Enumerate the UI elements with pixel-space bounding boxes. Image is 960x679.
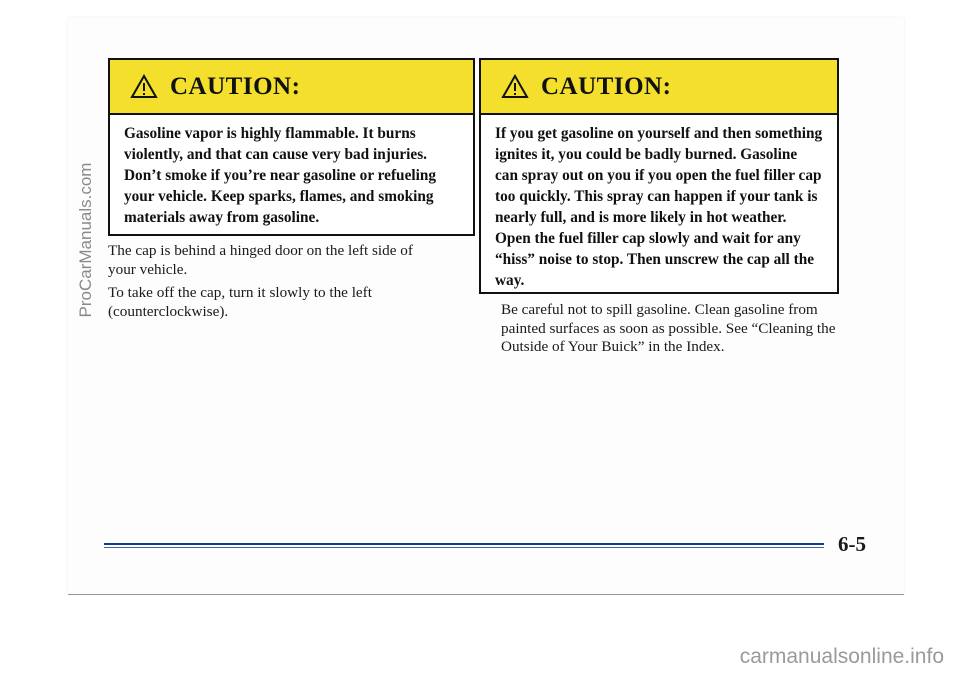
footer-site-text: carmanualsonline.info — [739, 645, 944, 668]
page-number: 6-5 — [838, 532, 866, 556]
caution-title: CAUTION: — [170, 72, 301, 100]
paragraph-careful-spill: Be careful not to spill gasoline. Clean gasoline from painted surfaces as soon as possible. See “Cleaning the Outside of Your Buick” in the Index. — [501, 301, 836, 355]
caution-box-vapor — [108, 58, 475, 236]
caution-header — [481, 60, 837, 115]
warning-triangle-icon — [130, 74, 158, 99]
watermark-text: ProCarManuals.com — [76, 162, 95, 318]
caution-text: Gasoline vapor is highly flammable. It burns violently, and that can cause very bad injuries. Don’t smoke if you’re near gasoline or refueling your vehicle. Keep sparks, flames, and smoking materials away from gasoline. — [124, 125, 437, 226]
paragraph-cap-location: The cap is behind a hinged door on the left side of your vehicle. — [108, 242, 413, 278]
caution-text: If you get gasoline on yourself and then something ignites it, you could be badly burned. Gasoline can spray out on you if you open the fuel filler cap too quickly. This spray can happen if your tank is nearly full, and is more likely in hot weather. Open the fuel filler cap slowly and wait for any “hiss” noise to stop. Then unscrew the cap all the way. — [495, 125, 823, 289]
warning-triangle-icon — [501, 74, 529, 99]
caution-box-burn — [479, 58, 839, 294]
caution-title: CAUTION: — [541, 72, 672, 100]
footer-rule-thin — [104, 547, 824, 548]
manual-page — [68, 18, 904, 594]
caution-header — [110, 60, 473, 115]
page-edge-line — [68, 594, 904, 595]
paragraph-take-off-cap: To take off the cap, turn it slowly to the left (counterclockwise). — [108, 284, 372, 320]
footer-rule — [104, 543, 824, 545]
